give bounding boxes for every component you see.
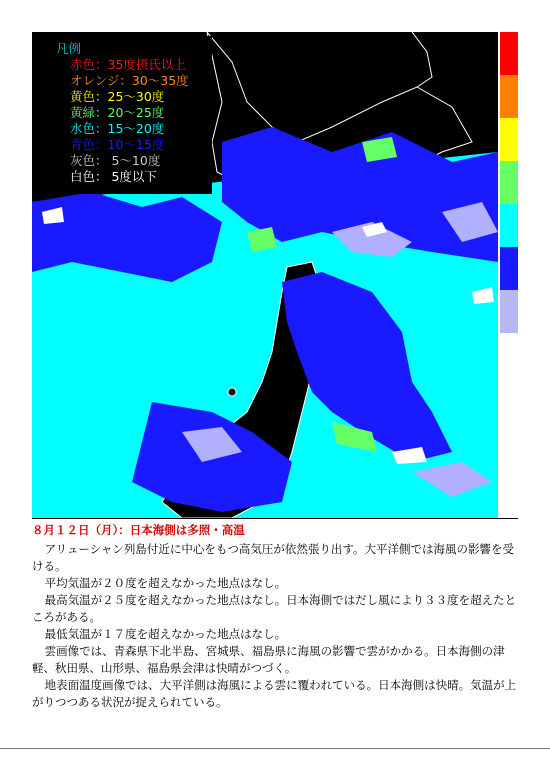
legend-entry: 白色： 5度以下 [70,169,157,184]
footer-divider [0,748,550,749]
color-scale-segment [500,161,518,204]
legend-entry: 黄色：25〜30度 [70,89,165,104]
color-scale-bar [500,32,518,376]
report-heading: ８月１２日（月）：日本海側は多照・高温 [32,523,245,537]
legend-entry: 水色：15〜20度 [70,121,165,136]
color-scale-segment [500,75,518,118]
color-scale-segment [500,290,518,333]
color-scale-segment [500,204,518,247]
divider [32,518,518,519]
legend-entry: 灰色： 5〜10度 [70,153,161,168]
report-paragraph: 雲画像では、青森県下北半島、宮城県、福島県に海風の影響で雲がかかる。日本海側の津軽、秋田県、山形県、福島県会津は快晴がつづく。 [32,644,505,675]
legend-entry: 青色：10〜15度 [70,137,165,152]
legend-entry: 黄緑：20〜25度 [70,105,165,120]
legend-entry: オレンジ：30〜35度 [70,73,189,88]
report-paragraph: アリューシャン列島付近に中心をもつ高気圧が依然張り出す。大平洋側では海風の影響を受ける。 [32,542,514,573]
report-paragraph: 最高気温が２５度を超えなかった地点はなし。日本海側ではだし風により３３度を超えたところがある。 [32,593,517,624]
report-paragraph: 最低気温が１７度を超えなかった地点はなし。 [44,627,287,641]
color-scale-segment [500,333,518,376]
report-paragraph: 地表面温度画像では、大平洋側は海風による雲に覆われている。日本海側は快晴。気温が上がりつつある状況が捉えられている。 [32,678,517,709]
report-text [32,522,518,711]
color-scale-segment [500,32,518,75]
map-legend [36,36,212,194]
color-scale-segment [500,118,518,161]
report-paragraph: 平均気温が２０度を超えなかった地点はなし。 [44,576,287,590]
island-sado [228,388,236,396]
legend-title: 凡例 [56,41,82,56]
legend-entry: 赤色：35度摂氏以上 [70,57,186,72]
color-scale-segment [500,247,518,290]
